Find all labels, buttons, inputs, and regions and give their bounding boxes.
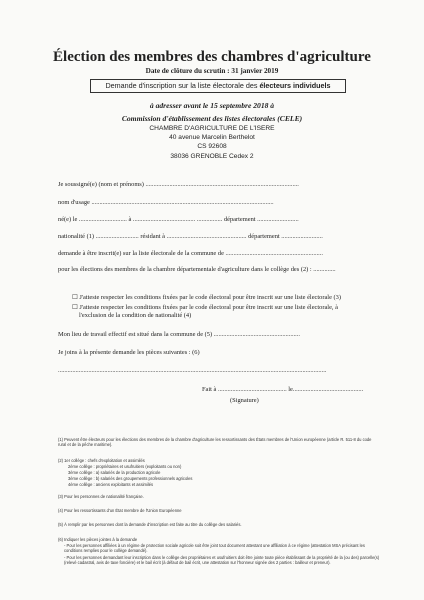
field-college[interactable]: pour les élections des membres de la chambre départementale d'agriculture dans le collège des (2) : ..............	[58, 266, 336, 273]
address-line-3: CS 92608	[197, 143, 227, 150]
footnote-1: (1) Peuvent être électeurs pour les élections des membres de la chambre d'agriculture les ressortissants des États membres de l'Union européenne (article R. 511-8 du code rural et de la pêche maritime).	[58, 437, 372, 448]
address-line-1: CHAMBRE D'AGRICULTURE DE L'ISERE	[149, 125, 275, 132]
footnote-6-item: - Pour les personnes affiliées à un régime de protection sociale agricole soit être joint tout document attestant une affiliation à ce régime (attestation MSA précisant les conditions remplies pour le collège demandé).	[64, 543, 365, 554]
checkbox-attest-eu[interactable]: ☐ J'atteste respecter les conditions fixées par le code électoral pour être inscrit sur une liste électorale, à	[72, 304, 338, 311]
address-line-2: 40 avenue Marcelin Berthelot	[169, 134, 255, 141]
field-attachments[interactable]: ........................................................................................................................................................................	[58, 367, 327, 374]
field-birth[interactable]: né(e) le .............................. à ....................................... ................ département ..........................	[58, 216, 299, 223]
commission-name: Commission d'établissement des listes électorales (CELE)	[121, 114, 303, 123]
field-commune[interactable]: demande à être inscrit(e) sur la liste électorale de la commune de .............................................................	[58, 250, 323, 257]
closing-date: Date de clôture du scrutin : 31 janvier 2019	[145, 67, 279, 75]
checkbox-attest-eu-cont: l'exclusion de la condition de nationalité (4)	[79, 312, 192, 319]
field-place-date[interactable]: Fait à ........................................... le............................................	[202, 386, 364, 393]
footnote-2: (2) 1er collège : chefs d'exploitation et assimilés	[58, 458, 145, 463]
request-type-banner	[90, 79, 346, 93]
footnote-2-item: 3ème collège : b) salariés des groupements professionnels agricoles	[68, 476, 193, 481]
checkbox-attest-french[interactable]: ☐ J'atteste respecter les conditions fixées par le code électoral pour être inscrit sur une liste électorale (3)	[72, 294, 341, 301]
send-before-line: à adresser avant le 15 septembre 2018 à	[149, 101, 275, 110]
footnote-6: (6) Indiquer les pièces jointes à la demande	[58, 537, 138, 542]
footnote-2-item: 2ème collège : propriétaires et usufruitiers (exploitants ou non)	[68, 464, 182, 469]
signature-label: (Signature)	[230, 397, 259, 404]
footnote-2-item: 3ème collège : a) salariés de la production agricole	[68, 470, 161, 475]
banner-text: Demande d'inscription sur la liste électorale des	[105, 81, 260, 90]
footnote-2-item: 4ème collège : anciens exploitants et assimilés	[68, 482, 154, 487]
field-work-place[interactable]: Mon lieu de travail effectif est situé dans la commune de (5) ......................................................	[58, 331, 300, 338]
field-usage-name[interactable]: nom d'usage ..................................................................................................................	[58, 199, 274, 206]
banner-bold-text: électeurs individuels	[259, 81, 331, 90]
footnote-4: (4) Pour les ressortissants d'un État membre de l'Union Européenne	[58, 508, 182, 513]
field-nationality[interactable]: nationalité (1) ........................... résidant à .................................................. département ..........................	[58, 233, 323, 240]
document-title: Élection des membres des chambres d'agriculture	[53, 49, 371, 65]
field-name[interactable]: Je soussigné(e) (nom et prénoms) ................................................................................................	[58, 181, 299, 188]
footnote-6-item: - Pour les personnes demandant leur inscription dans le collège des propriétaires et usufruitiers doit être jointe toute pièce établissant de la propriété de la (ou des) parcelle(s) (relevé cadastral, avis de taxe foncière) et le bail écrit (à défaut de bail écrit, une attestation sur l'honneur signée des 2 parties : bailleur et preneur).	[64, 555, 380, 566]
address-line-4: 38036 GRENOBLE Cedex 2	[170, 153, 254, 160]
attachments-label: Je joins à la présente demande les pièces suivantes : (6)	[58, 349, 200, 356]
footnote-5: (5) À remplir par les personnes dont la demande d'inscription est faite au titre du collège des salariés.	[58, 522, 242, 527]
footnote-3: (3) Pour les personnes de nationalité française.	[58, 494, 144, 499]
